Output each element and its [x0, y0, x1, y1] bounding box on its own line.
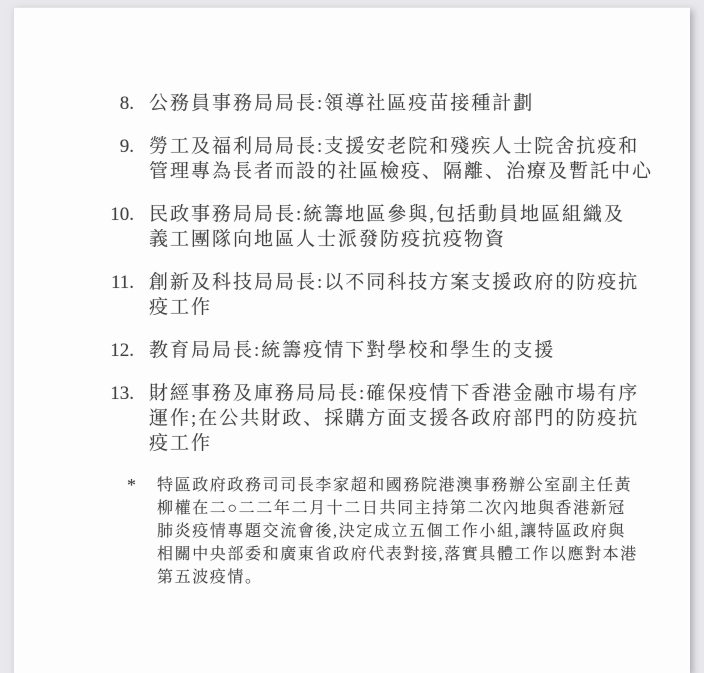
item-text-line: 財經事務及庫務局局長:確保疫情下香港金融市場有序	[149, 383, 640, 404]
item-number: 12.	[110, 340, 134, 361]
item-text-line: 勞工及福利局局長:支援安老院和殘疾人士院舍抗疫和	[149, 136, 640, 157]
footnote-line: 柳權在二○二二年二月十二日共同主持第二次內地與香港新冠	[157, 500, 626, 517]
document-page	[13, 7, 690, 673]
item-text-line: 創新及科技局局長:以不同科技方案支援政府的防疫抗	[149, 272, 640, 293]
item-text-line: 運作;在公共財政、採購方面支援各政府部門的防疫抗	[149, 408, 640, 429]
list-item-9	[96, 134, 690, 184]
item-text-line: 義工團隊向地區人士派發防疫抗疫物資	[149, 229, 507, 250]
item-text-line: 疫工作	[149, 297, 213, 318]
item-number: 9.	[119, 136, 134, 157]
list-item-13	[96, 381, 690, 456]
item-text	[149, 270, 639, 320]
list-item-11	[96, 270, 690, 320]
footnote-line: 相關中央部委和廣東省政府代表對接,落實具體工作以應對本港	[157, 546, 638, 563]
item-text-line: 教育局局長:統籌疫情下對學校和學生的支援	[149, 340, 556, 361]
numbered-list	[14, 8, 690, 456]
item-text	[149, 381, 639, 456]
item-text-line: 疫工作	[149, 433, 213, 454]
item-number: 8.	[119, 93, 134, 114]
item-text-line: 公務員事務局局長:領導社區疫苗接種計劃	[149, 93, 535, 114]
item-text-line: 管理專為長者而設的社區檢疫、隔離、治療及暫託中心	[149, 161, 654, 182]
list-item-8	[96, 91, 690, 116]
item-number: 13.	[110, 383, 134, 404]
list-item-10	[96, 202, 690, 252]
item-text	[149, 134, 653, 184]
item-number: 11.	[110, 272, 134, 293]
item-text	[149, 202, 625, 252]
list-item-12	[96, 338, 690, 363]
item-text-line: 民政事務局局長:統籌地區參與,包括動員地區組織及	[149, 204, 626, 225]
footnote-line: 肺炎疫情專題交流會後,決定成立五個工作小組,讓特區政府與	[157, 523, 626, 540]
footnote-line: 特區政府政務司司長李家超和國務院港澳事務辦公室副主任黃	[157, 477, 633, 494]
footnote	[14, 474, 690, 589]
footnote-marker: *	[127, 475, 136, 495]
footnote-text	[157, 474, 638, 589]
item-text	[149, 338, 555, 363]
item-text	[149, 91, 534, 116]
footnote-line: 第五波疫情。	[157, 569, 263, 586]
item-number: 10.	[110, 204, 134, 225]
